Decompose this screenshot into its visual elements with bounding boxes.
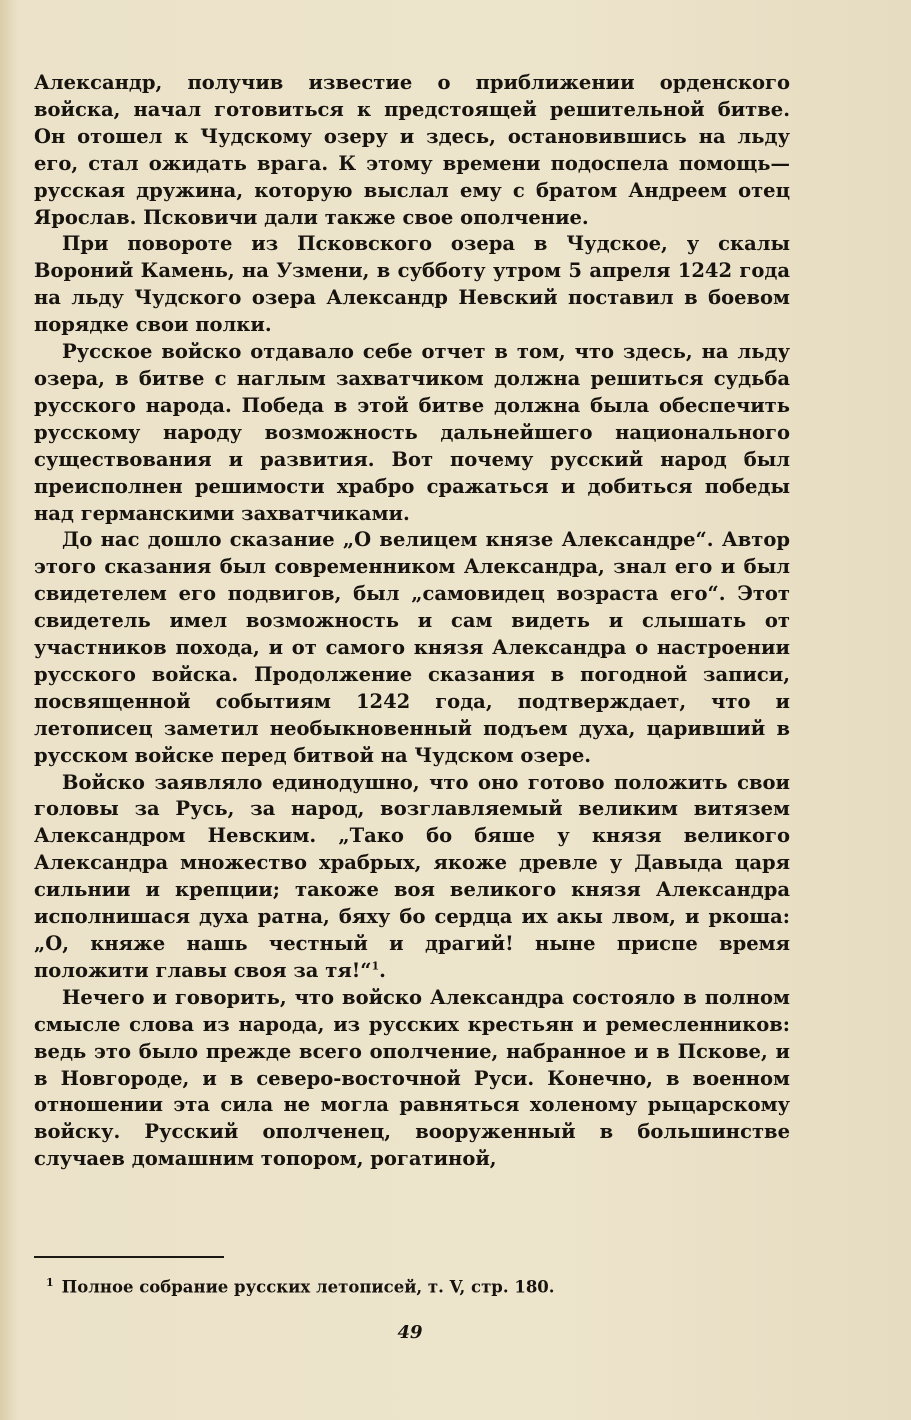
body-text xyxy=(34,70,790,1173)
footnote xyxy=(46,1272,746,1299)
footnote-mark: 1 xyxy=(46,1276,54,1289)
paragraph-with-footnote-ref: Войско заявляло единодушно, что оно готово положить свои головы за Русь, за народ, возглавляемый великим витязем Александром Невским. „Тако бо бяше у князя великого Александра множество храбрых, якоже древле у Давыда царя сильнии и крепции; такоже воя великого князя Александра исполнишася духа ратна, бяху бо сердца их акы лвом, и ркоша: „О, княже нашь честный и драгий! ныне приспе время положити главы своя за тя!“$^1$. xyxy=(34,770,790,982)
footnote-reference: 1 xyxy=(371,959,380,973)
paragraph: До нас дошло сказание „О велицем князе Александре“. Автор этого сказания был современником Александра, знал его и был свидетелем его подвигов, был „самовидец возраста его“. Этот свидетель имел возможность и сам видеть и слышать от участников похода, и от самого князя Александра о настроении русского войска. Продолжение сказания в погодной записи, посвященной событиям 1242 года, подтверждает, что и летописец заметил необыкновенный подъем духа, царивший в русском войске перед битвой на Чудском озере. xyxy=(34,528,790,767)
page-number: 49 xyxy=(397,1322,423,1343)
paragraph: Нечего и говорить, что войско Александра состояло в полном смысле слова из народа, из русских крестьян и ремесленников: ведь это было прежде всего ополчение, набранное и в Пскове, и в Новгороде, и в северо-восточной Руси. Конечно, в военном отношении эта сила не могла равняться холеному рыцарскому войску. Русский ополченец, вооруженный в большинстве случаев домашним топором, рогатиной, xyxy=(34,985,790,1171)
footnote-text: Полное собрание русских летописей, т. V, стр. 180. xyxy=(61,1277,555,1297)
paragraph: Александр, получив известие о приближении орденского войска, начал готовиться к предстоящей решительной битве. Он отошел к Чудскому озеру и здесь, остановившись на льду его, стал ожидать врага. К этому времени подоспела помощь— русская дружина, которую выслал ему с братом Андреем отец Ярослав. Псковичи дали также свое ополчение. xyxy=(34,71,790,229)
paragraph: Русское войско отдавало себе отчет в том, что здесь, на льду озера, в битве с наглым захватчиком должна решиться судьба русского народа. Победа в этой битве должна была обеспечить русскому народу возможность дальнейшего национального существования и развития. Вот почему русский народ был преисполнен решимости храбро сражаться и добиться победы над германскими захватчиками. xyxy=(34,340,790,525)
footnote-divider xyxy=(34,1256,224,1258)
paragraph-text: Войско заявляло единодушно, что оно готово положить свои головы за Русь, за народ, возглавляемый великим витязем Александром Невским. „Тако бо бяше у князя великого Александра множество храбрых, якоже древле у Давыда царя сильнии и крепции; такоже воя великого князя Александра исполнишася духа ратна, бяху бо сердца их акы лвом, и ркоша: „О, княже нашь честный и драгий! ныне приспе время положити главы своя за тя!“ xyxy=(34,770,790,982)
paragraph: При повороте из Псковского озера в Чудское, у скалы Вороний Камень, на Узмени, в субботу утром 5 апреля 1242 года на льду Чудского озера Александр Невский поставил в боевом порядке свои полки. xyxy=(34,232,790,337)
